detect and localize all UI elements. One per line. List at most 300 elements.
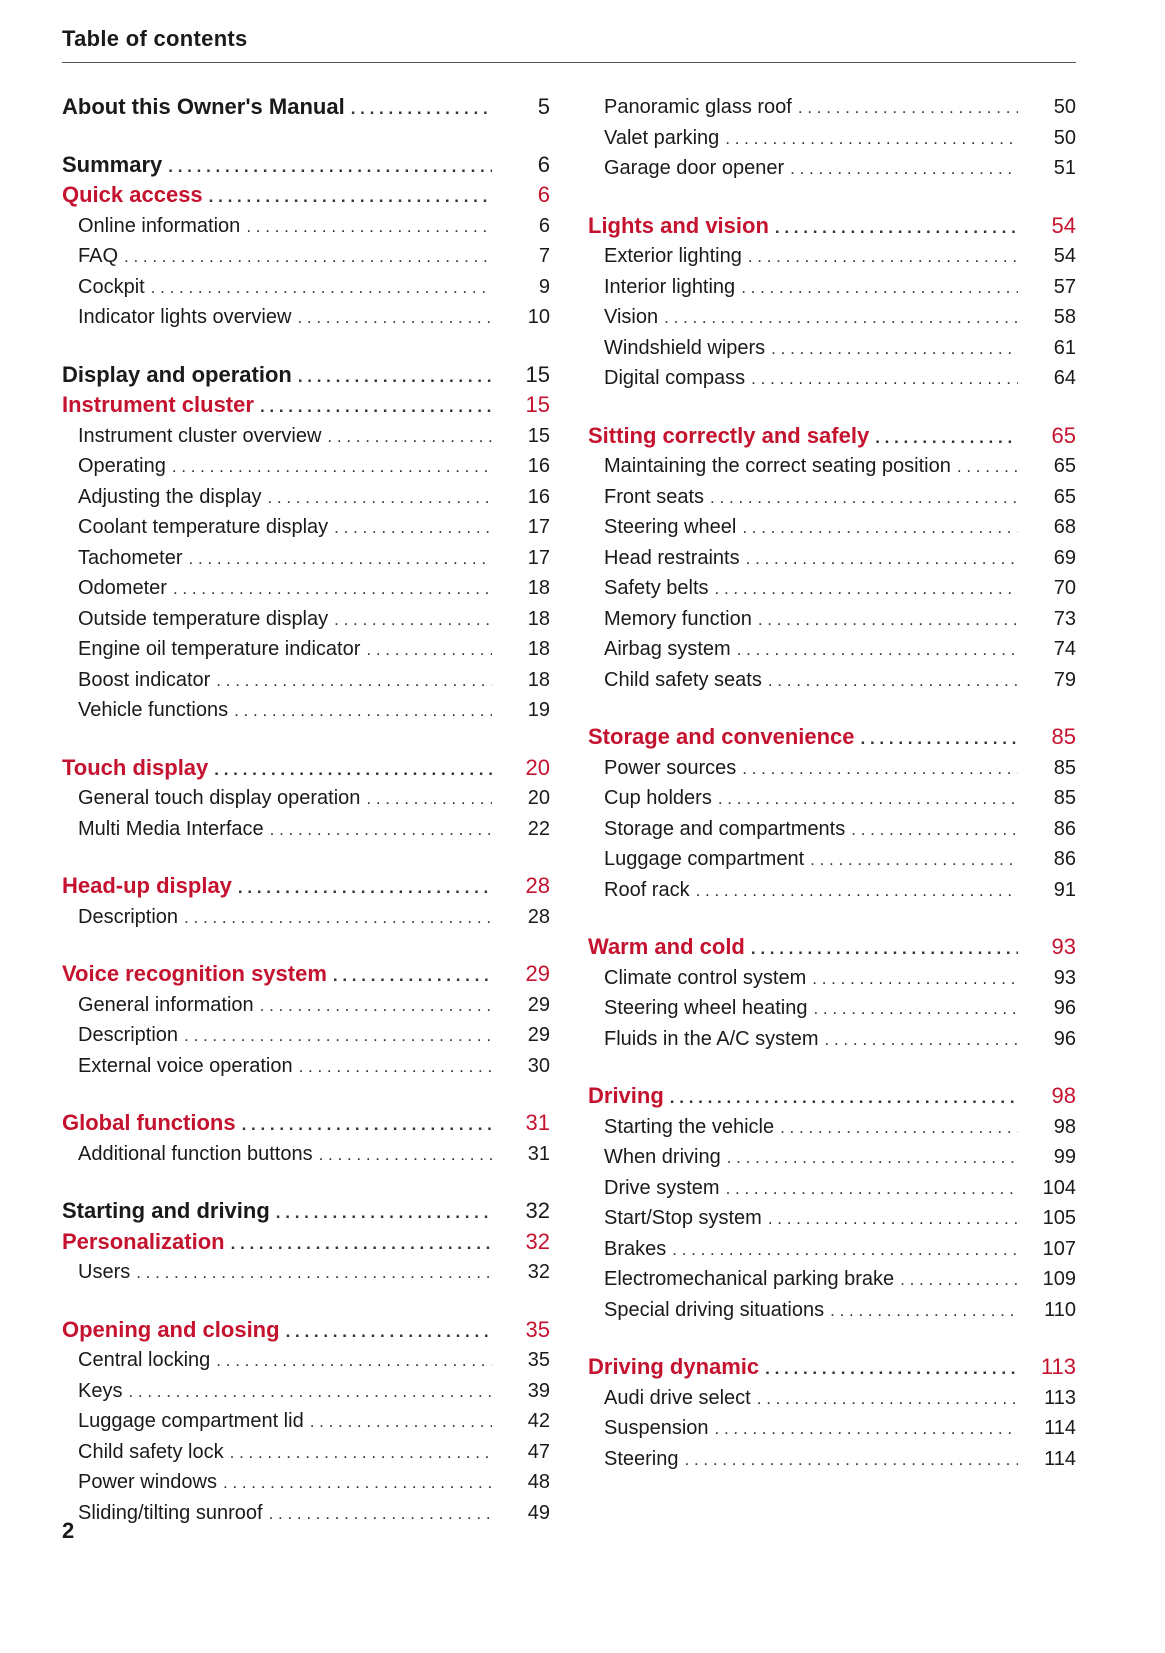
toc-chapter-voice-recognition-system[interactable] — [62, 959, 550, 990]
toc-section-head-restraints[interactable] — [588, 543, 1076, 574]
toc-section-digital-compass[interactable] — [588, 363, 1076, 394]
toc-entry-title: General information — [78, 993, 254, 1016]
toc-spacer — [62, 333, 550, 360]
toc-entry-title: Safety belts — [604, 577, 709, 599]
toc-entry-title: Audi drive select — [604, 1386, 751, 1409]
toc-section-engine-oil-temperature-indicator[interactable] — [62, 634, 550, 665]
toc-section-description[interactable] — [62, 902, 550, 933]
toc-entry-page: 31 — [527, 1142, 550, 1165]
toc-section-maintaining-the-correct-seating-position[interactable] — [588, 451, 1076, 482]
toc-spacer — [588, 1054, 1076, 1081]
toc-entry-page: 65 — [1051, 422, 1076, 448]
dot-leader — [124, 242, 492, 272]
dot-leader — [216, 666, 492, 696]
toc-entry-title: Driving dynamic — [588, 1354, 760, 1379]
toc-entry-page: 48 — [527, 1471, 550, 1493]
toc-section-vehicle-functions[interactable] — [62, 695, 550, 726]
toc-section-instrument-cluster-overview[interactable] — [62, 421, 550, 452]
toc-entry-page: 32 — [525, 1228, 550, 1254]
toc-entry-title: Lights and vision — [588, 212, 769, 238]
toc-entry-page: 68 — [1053, 516, 1076, 538]
dot-leader — [746, 544, 1018, 574]
dot-leader — [685, 1445, 1019, 1475]
toc-entry-page: 113 — [1044, 1386, 1076, 1409]
toc-entry-page: 20 — [527, 787, 550, 809]
toc-section-power-windows[interactable] — [62, 1467, 550, 1498]
toc-entry-title: General touch display operation — [78, 787, 361, 809]
toc-section-boost-indicator[interactable] — [62, 665, 550, 696]
dot-leader — [299, 1052, 492, 1082]
toc-section-sliding-tilting-sunroof[interactable] — [62, 1498, 550, 1529]
toc-entry-page: 16 — [527, 485, 550, 508]
toc-entry-title: Memory function — [604, 607, 752, 630]
toc-section-steering-wheel[interactable] — [588, 512, 1076, 543]
toc-entry-page: 109 — [1042, 1268, 1076, 1290]
toc-entry-page: 15 — [525, 361, 550, 387]
toc-entry-page: 18 — [527, 577, 550, 599]
toc-entry-page: 50 — [1053, 126, 1076, 149]
toc-section-cockpit[interactable] — [62, 272, 550, 303]
dot-leader — [209, 182, 492, 211]
toc-entry-page: 61 — [1053, 336, 1076, 359]
toc-entry-page: 50 — [1053, 96, 1076, 118]
toc-entry-title: Operating — [78, 455, 166, 477]
dot-leader — [267, 483, 492, 513]
toc-section-interior-lighting[interactable] — [588, 272, 1076, 303]
toc-entry-page: 98 — [1051, 1083, 1076, 1108]
toc-section-airbag-system[interactable] — [588, 634, 1076, 665]
toc-entry-page: 85 — [1053, 756, 1076, 779]
dot-leader — [231, 1229, 492, 1258]
dot-leader — [696, 876, 1018, 906]
dot-leader — [366, 784, 492, 814]
toc-entry-page: 65 — [1053, 455, 1076, 477]
toc-entry-title: Power windows — [78, 1471, 217, 1493]
toc-entry-page: 17 — [527, 546, 550, 569]
dot-leader — [757, 1384, 1018, 1414]
toc-entry-title: Child safety lock — [78, 1440, 224, 1463]
toc-section-exterior-lighting[interactable] — [588, 241, 1076, 272]
toc-entry-page: 98 — [1053, 1115, 1076, 1138]
toc-entry-title: Child safety seats — [604, 668, 762, 691]
toc-entry-page: 32 — [527, 1261, 550, 1283]
toc-entry-title: Adjusting the display — [78, 485, 262, 508]
toc-entry-page: 65 — [1053, 485, 1076, 508]
toc-entry-page: 69 — [1053, 546, 1076, 569]
toc-entry-title: Luggage compartment — [604, 848, 805, 870]
dot-leader — [813, 994, 1018, 1024]
toc-entry-page: 54 — [1053, 245, 1076, 267]
dot-leader — [260, 392, 492, 421]
toc-entry-title: Maintaining the correct seating position — [604, 455, 951, 477]
toc-section-child-safety-lock[interactable] — [62, 1437, 550, 1468]
toc-section-drive-system[interactable] — [588, 1173, 1076, 1204]
toc-section-faq[interactable] — [62, 241, 550, 272]
toc-section-safety-belts[interactable] — [588, 573, 1076, 604]
toc-entry-title: Driving — [588, 1083, 664, 1108]
header-divider — [62, 62, 1076, 63]
dot-leader — [242, 1110, 492, 1139]
toc-section-users[interactable] — [62, 1257, 550, 1288]
toc-entry-page: 15 — [527, 424, 550, 447]
dot-leader — [851, 815, 1018, 845]
toc-entry-page: 85 — [1051, 724, 1076, 749]
toc-entry-title: Luggage compartment lid — [78, 1410, 304, 1432]
toc-entry-page: 113 — [1040, 1354, 1076, 1379]
toc-entry-title: Fluids in the A/C system — [604, 1027, 819, 1050]
toc-entry-title: Special driving situations — [604, 1298, 825, 1321]
toc-entry-title: Engine oil temperature indicator — [78, 638, 361, 660]
toc-section-luggage-compartment[interactable] — [588, 844, 1076, 875]
toc-section-description[interactable] — [62, 1020, 550, 1051]
dot-leader — [298, 362, 492, 391]
toc-entry-page: 73 — [1053, 607, 1076, 630]
dot-leader — [861, 724, 1018, 753]
toc-section-garage-door-opener[interactable] — [588, 153, 1076, 184]
toc-entry-title: Head restraints — [604, 546, 740, 569]
toc-section-steering-wheel-heating[interactable] — [588, 993, 1076, 1024]
dot-leader — [334, 513, 492, 543]
toc-entry-page: 114 — [1044, 1447, 1076, 1470]
toc-entry-title: Description — [78, 1024, 179, 1046]
toc-entry-title: Coolant temperature display — [78, 516, 329, 538]
toc-entry-title: Exterior lighting — [604, 245, 742, 267]
toc-entry-title: Personalization — [62, 1228, 225, 1254]
toc-section-adjusting-the-display[interactable] — [62, 482, 550, 513]
dot-leader — [238, 873, 492, 902]
toc-entry-title: Steering wheel — [604, 516, 737, 538]
dot-leader — [900, 1265, 1018, 1295]
toc-entry-title: Head-up display — [62, 873, 232, 898]
dot-leader — [812, 964, 1018, 994]
toc-section-tachometer[interactable] — [62, 543, 550, 574]
toc-section-odometer[interactable] — [62, 573, 550, 604]
toc-spacer — [62, 1288, 550, 1315]
toc-entry-title: Global functions — [62, 1110, 236, 1135]
toc-chapter-driving[interactable] — [588, 1081, 1076, 1112]
toc-entry-title: Instrument cluster overview — [78, 424, 322, 447]
toc-section-memory-function[interactable] — [588, 604, 1076, 635]
toc-entry-title: Display and operation — [62, 361, 292, 387]
toc-entry-page: 16 — [527, 455, 550, 477]
toc-entry-page: 93 — [1053, 966, 1076, 989]
dot-leader — [246, 212, 492, 242]
dot-leader — [798, 93, 1018, 123]
toc-entry-title: Outside temperature display — [78, 607, 329, 630]
toc-entry-page: 96 — [1053, 997, 1076, 1019]
toc-entry-page: 49 — [527, 1501, 550, 1524]
toc-entry-title: Garage door opener — [604, 157, 785, 179]
toc-chapter-global-functions[interactable] — [62, 1108, 550, 1139]
toc-entry-page: 9 — [538, 275, 550, 298]
toc-entry-title: Front seats — [604, 485, 705, 508]
toc-entry-title: Electromechanical parking brake — [604, 1268, 895, 1290]
toc-entry-page: 114 — [1044, 1417, 1076, 1439]
toc-chapter-opening-and-closing[interactable] — [62, 1315, 550, 1346]
toc-section-keys[interactable] — [62, 1376, 550, 1407]
toc-entry-page: 91 — [1053, 878, 1076, 901]
toc-entry-page: 104 — [1042, 1176, 1076, 1199]
dot-leader — [748, 242, 1018, 272]
dot-leader — [768, 1204, 1018, 1234]
dot-leader — [718, 784, 1018, 814]
toc-section-audi-drive-select[interactable] — [588, 1383, 1076, 1414]
toc-spacer — [588, 394, 1076, 421]
toc-entry-title: Valet parking — [604, 126, 720, 149]
dot-leader — [727, 1143, 1018, 1173]
toc-entry-page: 28 — [527, 905, 550, 928]
toc-section-coolant-temperature-display[interactable] — [62, 512, 550, 543]
toc-spacer — [588, 1325, 1076, 1352]
toc-section-general-information[interactable] — [62, 990, 550, 1021]
toc-spacer — [62, 123, 550, 150]
dot-leader — [269, 1499, 492, 1529]
toc-entry-title: Online information — [78, 214, 241, 237]
dot-leader — [136, 1258, 492, 1288]
dot-leader — [765, 1354, 1018, 1383]
toc-entry-title: Cup holders — [604, 787, 712, 809]
toc-entry-title: Keys — [78, 1379, 123, 1402]
dot-leader — [319, 1140, 492, 1170]
toc-section-panoramic-glass-roof[interactable] — [588, 92, 1076, 123]
dot-leader — [957, 452, 1018, 482]
toc-section-when-driving[interactable] — [588, 1142, 1076, 1173]
toc-entry-title: Indicator lights overview — [78, 306, 292, 328]
toc-entry-page: 17 — [527, 516, 550, 538]
toc-entry-page: 107 — [1042, 1237, 1076, 1260]
dot-leader — [214, 755, 492, 784]
toc-entry-page: 18 — [527, 638, 550, 660]
toc-entry-page: 29 — [527, 993, 550, 1016]
toc-entry-title: Storage and convenience — [588, 724, 855, 749]
toc-entry-page: 74 — [1053, 638, 1076, 660]
toc-entry-title: FAQ — [78, 245, 119, 267]
toc-entry-title: External voice operation — [78, 1054, 293, 1077]
toc-entry-page: 29 — [527, 1024, 550, 1046]
dot-leader — [310, 1407, 492, 1437]
dot-leader — [670, 1083, 1018, 1112]
toc-section-operating[interactable] — [62, 451, 550, 482]
toc-entry-page: 20 — [525, 754, 550, 780]
dot-leader — [715, 574, 1018, 604]
toc-column-right — [588, 92, 1076, 1474]
toc-entry-page: 39 — [527, 1379, 550, 1402]
toc-section-roof-rack[interactable] — [588, 875, 1076, 906]
toc-section-multi-media-interface[interactable] — [62, 814, 550, 845]
toc-section-outside-temperature-display[interactable] — [62, 604, 550, 635]
toc-entry-page: 35 — [527, 1349, 550, 1371]
toc-section-central-locking[interactable] — [62, 1345, 550, 1376]
dot-leader — [737, 635, 1018, 665]
toc-entry-page: 93 — [1051, 934, 1076, 959]
toc-part-display-and-operation[interactable] — [62, 360, 550, 391]
toc-section-steering[interactable] — [588, 1444, 1076, 1475]
dot-leader — [270, 815, 492, 845]
toc-chapter-head-up-display[interactable] — [62, 871, 550, 902]
toc-entry-page: 6 — [537, 151, 550, 177]
toc-section-suspension[interactable] — [588, 1413, 1076, 1444]
toc-section-vision[interactable] — [588, 302, 1076, 333]
dot-leader — [768, 666, 1018, 696]
toc-section-brakes[interactable] — [588, 1234, 1076, 1265]
toc-section-child-safety-seats[interactable] — [588, 665, 1076, 696]
toc-entry-title: Suspension — [604, 1417, 709, 1439]
toc-entry-title: Voice recognition system — [62, 961, 327, 986]
dot-leader — [758, 605, 1018, 635]
dot-leader — [710, 483, 1018, 513]
toc-entry-page: 10 — [527, 306, 550, 328]
toc-entry-page: 15 — [525, 392, 550, 417]
dot-leader — [775, 213, 1018, 242]
toc-entry-page: 79 — [1053, 668, 1076, 691]
toc-entry-title: Roof rack — [604, 878, 690, 901]
dot-leader — [741, 273, 1018, 303]
toc-entry-title: Digital compass — [604, 367, 746, 389]
toc-spacer — [588, 905, 1076, 932]
toc-entry-title: Summary — [62, 151, 163, 177]
toc-entry-page: 6 — [538, 214, 550, 237]
toc-chapter-lights-and-vision[interactable] — [588, 211, 1076, 242]
toc-entry-title: Additional function buttons — [78, 1142, 313, 1165]
toc-entry-title: Panoramic glass roof — [604, 96, 792, 118]
dot-leader — [790, 154, 1018, 184]
toc-part-about-this-owner-s-manual[interactable] — [62, 92, 550, 123]
toc-section-fluids-in-the-a-c-system[interactable] — [588, 1024, 1076, 1055]
toc-entry-page: 18 — [527, 607, 550, 630]
toc-section-special-driving-situations[interactable] — [588, 1295, 1076, 1326]
toc-part-starting-and-driving[interactable] — [62, 1196, 550, 1227]
toc-spacer — [62, 726, 550, 753]
toc-chapter-warm-and-cold[interactable] — [588, 932, 1076, 963]
toc-entry-page: 110 — [1044, 1298, 1076, 1321]
toc-entry-page: 86 — [1053, 848, 1076, 870]
toc-spacer — [588, 184, 1076, 211]
toc-entry-title: Airbag system — [604, 638, 731, 660]
dot-leader — [189, 544, 493, 574]
toc-entry-page: 18 — [527, 668, 550, 691]
toc-chapter-sitting-correctly-and-safely[interactable] — [588, 421, 1076, 452]
dot-leader — [742, 513, 1018, 543]
dot-leader — [751, 364, 1018, 394]
toc-chapter-driving-dynamic[interactable] — [588, 1352, 1076, 1383]
toc-chapter-personalization[interactable] — [62, 1227, 550, 1258]
toc-spacer — [588, 695, 1076, 722]
toc-entry-title: Sliding/tilting sunroof — [78, 1501, 263, 1524]
toc-entry-title: Cockpit — [78, 275, 145, 298]
toc-entry-title: Storage and compartments — [604, 817, 846, 840]
toc-entry-page: 28 — [525, 873, 550, 898]
toc-entry-page: 57 — [1053, 275, 1076, 298]
dot-leader — [327, 422, 492, 452]
toc-section-luggage-compartment-lid[interactable] — [62, 1406, 550, 1437]
toc-section-external-voice-operation[interactable] — [62, 1051, 550, 1082]
toc-section-general-touch-display-operation[interactable] — [62, 783, 550, 814]
dot-leader — [151, 273, 492, 303]
toc-entry-page: 54 — [1051, 212, 1076, 238]
toc-entry-title: Starting and driving — [62, 1198, 270, 1223]
toc-chapter-storage-and-convenience[interactable] — [588, 722, 1076, 753]
toc-chapter-touch-display[interactable] — [62, 753, 550, 784]
dot-leader — [128, 1377, 492, 1407]
toc-entry-page: 22 — [527, 817, 550, 840]
dot-leader — [223, 1468, 492, 1498]
toc-section-start-stop-system[interactable] — [588, 1203, 1076, 1234]
toc-section-starting-the-vehicle[interactable] — [588, 1112, 1076, 1143]
toc-entry-title: Warm and cold — [588, 934, 745, 959]
toc-entry-title: Drive system — [604, 1176, 720, 1199]
toc-entry-page: 30 — [527, 1054, 550, 1077]
toc-entry-title: Description — [78, 905, 179, 928]
dot-leader — [173, 574, 492, 604]
dot-leader — [726, 1174, 1018, 1204]
dot-leader — [260, 991, 492, 1021]
toc-section-electromechanical-parking-brake[interactable] — [588, 1264, 1076, 1295]
dot-leader — [297, 303, 492, 333]
toc-entry-page: 31 — [525, 1110, 550, 1135]
dot-leader — [742, 754, 1018, 784]
toc-entry-title: When driving — [604, 1146, 721, 1168]
toc-entry-title: Power sources — [604, 756, 737, 779]
toc-entry-page: 86 — [1053, 817, 1076, 840]
dot-leader — [672, 1235, 1018, 1265]
toc-section-valet-parking[interactable] — [588, 123, 1076, 154]
toc-spacer — [62, 932, 550, 959]
toc-entry-page: 42 — [527, 1410, 550, 1432]
dot-leader — [810, 845, 1018, 875]
toc-entry-title: Interior lighting — [604, 275, 736, 298]
dot-leader — [751, 934, 1018, 963]
toc-spacer — [62, 1081, 550, 1108]
toc-chapter-quick-access[interactable] — [62, 180, 550, 211]
toc-entry-page: 5 — [537, 94, 550, 119]
dot-leader — [234, 696, 492, 726]
dot-leader — [771, 334, 1018, 364]
dot-leader — [216, 1346, 492, 1376]
toc-entry-title: Odometer — [78, 577, 167, 599]
dot-leader — [351, 94, 492, 123]
dot-leader — [286, 1317, 492, 1346]
page-number: 2 — [62, 1518, 75, 1543]
dot-leader — [168, 152, 492, 181]
toc-section-front-seats[interactable] — [588, 482, 1076, 513]
toc-section-cup-holders[interactable] — [588, 783, 1076, 814]
toc-chapter-instrument-cluster[interactable] — [62, 390, 550, 421]
toc-entry-title: Windshield wipers — [604, 336, 766, 359]
toc-section-online-information[interactable] — [62, 211, 550, 242]
toc-entry-page: 47 — [527, 1440, 550, 1463]
page-header-title: Table of contents — [62, 26, 248, 51]
toc-section-power-sources[interactable] — [588, 753, 1076, 784]
toc-entry-title: Boost indicator — [78, 668, 211, 691]
toc-section-storage-and-compartments[interactable] — [588, 814, 1076, 845]
dot-leader — [725, 124, 1018, 154]
toc-entry-page: 70 — [1053, 577, 1076, 599]
toc-entry-page: 35 — [525, 1316, 550, 1342]
dot-leader — [875, 423, 1018, 452]
toc-entry-title: Vision — [604, 306, 659, 328]
toc-section-additional-function-buttons[interactable] — [62, 1139, 550, 1170]
toc-entry-page: 32 — [525, 1198, 550, 1223]
dot-leader — [184, 903, 492, 933]
toc-entry-page: 19 — [527, 699, 550, 721]
toc-entry-page: 29 — [525, 961, 550, 986]
toc-part-summary[interactable] — [62, 150, 550, 181]
toc-section-climate-control-system[interactable] — [588, 963, 1076, 994]
toc-entry-page: 6 — [537, 182, 550, 207]
toc-section-windshield-wipers[interactable] — [588, 333, 1076, 364]
toc-section-indicator-lights-overview[interactable] — [62, 302, 550, 333]
toc-entry-page: 7 — [538, 245, 550, 267]
